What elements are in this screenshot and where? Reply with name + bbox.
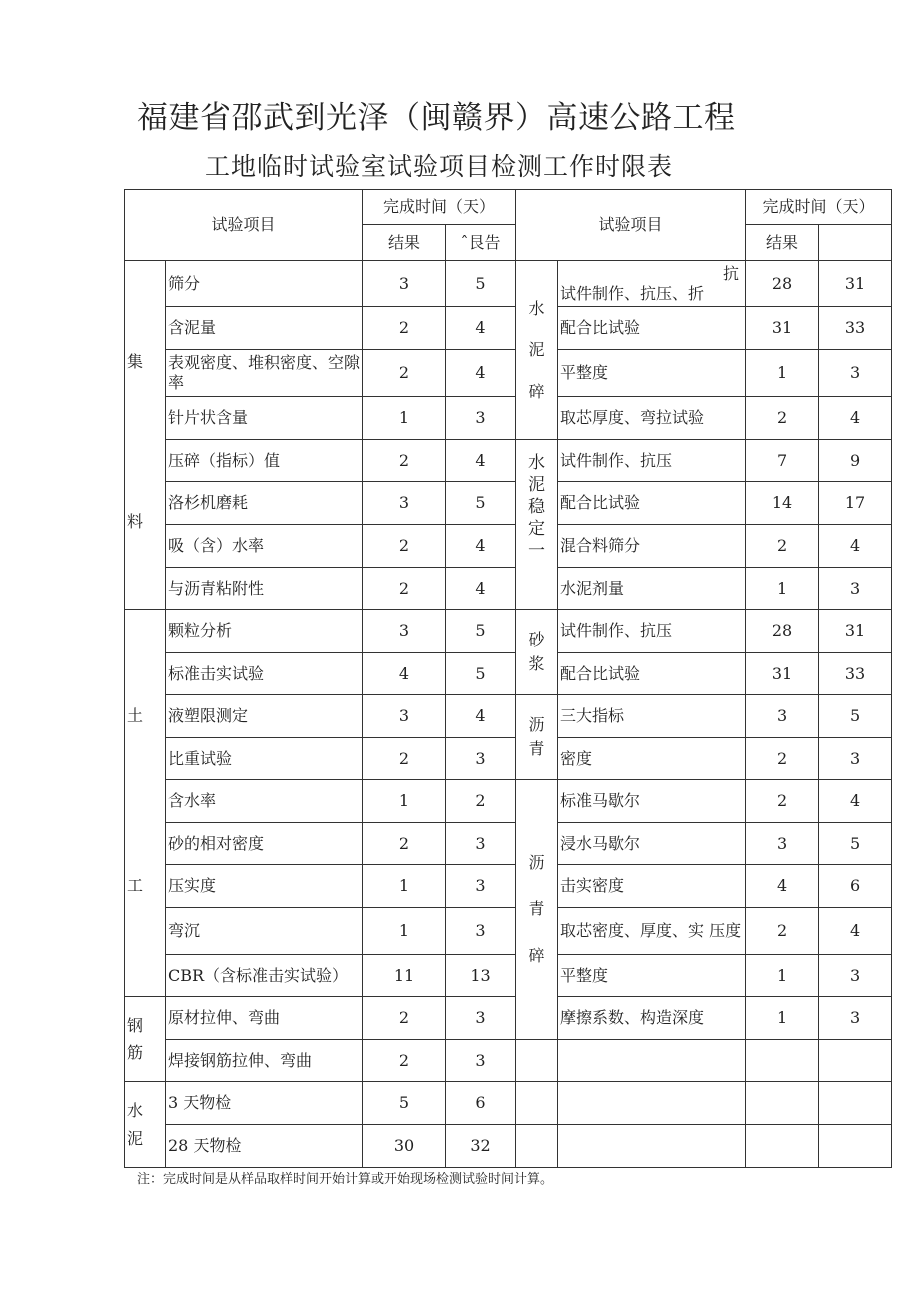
table-row-report: 3 — [446, 823, 516, 865]
table-row-result: 3 — [746, 823, 819, 865]
header-time-left: 完成时间（天） — [363, 190, 516, 225]
table-row-item: 砂的相对密度 — [166, 823, 363, 865]
table-row-report: 2 — [446, 780, 516, 823]
table-row-item: 含水率 — [166, 780, 363, 823]
category-aggregate — [125, 261, 166, 610]
table-row-result: 30 — [363, 1125, 446, 1168]
table-row-item: CBR（含标准击实试验） — [166, 955, 363, 997]
table-row-item: 击实密度 — [558, 865, 746, 908]
table-row-item: 筛分 — [166, 261, 363, 307]
table-row-result: 3 — [363, 610, 446, 653]
category-cement-label: 水泥 — [127, 1101, 144, 1148]
category-mortar — [516, 610, 558, 695]
table-row-result: 1 — [746, 568, 819, 610]
category-aggregate-top: 集 — [127, 352, 144, 371]
category-soil-top: 土 — [127, 706, 144, 725]
table-row-result: 1 — [363, 865, 446, 908]
header-report-left: ˆ艮告 — [446, 225, 516, 261]
table-row-item: 28 天物检 — [166, 1125, 363, 1168]
table-row-result: 2 — [746, 780, 819, 823]
table-row-report: 5 — [446, 610, 516, 653]
table-row-result: 3 — [363, 261, 446, 307]
table-row-result: 28 — [746, 261, 819, 307]
table-row-report: 3 — [819, 997, 892, 1040]
category-asphalt-concrete — [516, 780, 558, 1040]
table-row-report: 5 — [446, 482, 516, 525]
table-row-result: 31 — [746, 653, 819, 695]
table-row-report: 3 — [446, 397, 516, 440]
table-row-item: 取芯密度、厚度、实 压度 — [558, 908, 746, 955]
table-row-item: 压实度 — [166, 865, 363, 908]
table-row-item: 比重试验 — [166, 738, 363, 780]
empty-cell — [819, 1040, 892, 1082]
table-row-item: 标准击实试验 — [166, 653, 363, 695]
table-row-item: 摩擦系数、构造深度 — [558, 997, 746, 1040]
table-row-item: 弯沉 — [166, 908, 363, 955]
empty-cell — [558, 1040, 746, 1082]
table-row-item: 平整度 — [558, 955, 746, 997]
table-row-report: 9 — [819, 440, 892, 482]
empty-cell — [746, 1082, 819, 1125]
table-row-item: 颗粒分析 — [166, 610, 363, 653]
document-title: 福建省邵武到光泽（闽赣界）高速公路工程 — [137, 100, 736, 136]
table-row-result: 11 — [363, 955, 446, 997]
table-row-result: 1 — [363, 780, 446, 823]
table-row-report: 5 — [819, 823, 892, 865]
table-row-item: 配合比试验 — [558, 482, 746, 525]
category-asphalt — [516, 695, 558, 780]
table-row-item-prefix: 抗 — [723, 263, 740, 283]
table-row-report: 5 — [446, 261, 516, 307]
empty-cell — [516, 1082, 558, 1125]
table-row-result: 4 — [363, 653, 446, 695]
table-row-item: 针片状含量 — [166, 397, 363, 440]
table-row-report: 3 — [446, 997, 516, 1040]
table-row-result: 1 — [363, 908, 446, 955]
empty-cell — [819, 1125, 892, 1168]
table-row-report: 3 — [819, 955, 892, 997]
table-row-item: 三大指标 — [558, 695, 746, 738]
table-row-report: 3 — [446, 1040, 516, 1082]
table-row-report: 4 — [446, 525, 516, 568]
header-result-right: 结果 — [746, 225, 819, 261]
table-row-report: 32 — [446, 1125, 516, 1168]
table-row-item: 压碎（指标）值 — [166, 440, 363, 482]
table-row-item: 液塑限测定 — [166, 695, 363, 738]
table-row-result: 1 — [746, 955, 819, 997]
table-row-item: 洛杉机磨耗 — [166, 482, 363, 525]
document-subtitle: 工地临时试验室试验项目检测工作时限表 — [205, 152, 674, 181]
table-row-item — [558, 261, 746, 307]
table-row-result: 2 — [363, 738, 446, 780]
empty-cell — [516, 1125, 558, 1168]
table-row-report: 3 — [446, 865, 516, 908]
table-row-result: 2 — [363, 440, 446, 482]
table-row-report: 3 — [446, 738, 516, 780]
table-row-report: 6 — [819, 865, 892, 908]
table-row-report: 13 — [446, 955, 516, 997]
empty-cell — [558, 1082, 746, 1125]
category-asphalt-concrete-label: 沥青碎 — [528, 852, 545, 965]
table-row-item: 试件制作、抗压 — [558, 440, 746, 482]
header-item-left: 试验项目 — [125, 190, 363, 261]
table-row-report: 3 — [819, 350, 892, 397]
table-row-result: 2 — [746, 908, 819, 955]
table-row-report: 5 — [819, 695, 892, 738]
table-row-result: 2 — [363, 568, 446, 610]
table-row-item: 表观密度、堆积密度、空隙率 — [166, 350, 363, 397]
table-row-item: 取芯厚度、弯拉试验 — [558, 397, 746, 440]
table-row-result: 2 — [746, 525, 819, 568]
table-row-item-text: 试件制作、抗压、折 — [560, 283, 705, 303]
table-row-item: 原材拉伸、弯曲 — [166, 997, 363, 1040]
table-row-item: 水泥剂量 — [558, 568, 746, 610]
table-row-item: 平整度 — [558, 350, 746, 397]
table-row-result: 2 — [363, 1040, 446, 1082]
table-row-item: 浸水马歇尔 — [558, 823, 746, 865]
category-asphalt-label: 沥青 — [528, 715, 545, 758]
footnote: 注：完成时间是从样品取样时间开始计算或开始现场检测试验时间计算。 — [137, 1172, 554, 1187]
table-row-item: 焊接钢筋拉伸、弯曲 — [166, 1040, 363, 1082]
empty-cell — [516, 1040, 558, 1082]
table-row-report: 4 — [819, 908, 892, 955]
table-row-report: 4 — [819, 525, 892, 568]
table-row-result: 2 — [363, 997, 446, 1040]
table-row-report: 3 — [446, 908, 516, 955]
header-item-right: 试验项目 — [516, 190, 746, 261]
table-row-item: 与沥青粘附性 — [166, 568, 363, 610]
table-row-result: 7 — [746, 440, 819, 482]
table-row-result: 2 — [363, 525, 446, 568]
table-row-result: 5 — [363, 1082, 446, 1125]
table-row-report: 5 — [446, 653, 516, 695]
empty-cell — [819, 1082, 892, 1125]
category-cement-stabilized — [516, 440, 558, 610]
table-row-report: 4 — [446, 350, 516, 397]
table-row-item: 试件制作、抗压 — [558, 610, 746, 653]
table-row-result: 1 — [363, 397, 446, 440]
table-row-result: 2 — [746, 738, 819, 780]
category-cement-concrete — [516, 261, 558, 440]
table-row-report: 17 — [819, 482, 892, 525]
table-row-item: 配合比试验 — [558, 307, 746, 350]
table-row-report: 3 — [819, 738, 892, 780]
table-row-result: 2 — [363, 350, 446, 397]
table-row-result: 1 — [746, 350, 819, 397]
category-cement-stabilized-label: 水泥稳定一 — [528, 453, 546, 562]
category-mortar-label: 砂浆 — [528, 630, 545, 673]
category-soil-bottom: 工 — [127, 876, 144, 895]
table-row-report: 4 — [446, 440, 516, 482]
category-rebar — [125, 997, 166, 1082]
table-row-result: 2 — [363, 823, 446, 865]
table-row-result: 3 — [363, 482, 446, 525]
table-row-report: 4 — [446, 695, 516, 738]
category-cement — [125, 1082, 166, 1168]
table-row-report: 6 — [446, 1082, 516, 1125]
table-row-result: 2 — [363, 307, 446, 350]
table-row-report: 33 — [819, 307, 892, 350]
time-limit-table — [124, 189, 892, 1168]
header-report-right — [819, 225, 892, 261]
table-row-result: 1 — [746, 997, 819, 1040]
empty-cell — [558, 1125, 746, 1168]
empty-cell — [746, 1125, 819, 1168]
table-row-report: 4 — [446, 568, 516, 610]
category-aggregate-bottom: 料 — [127, 512, 144, 531]
table-row-report: 3 — [819, 568, 892, 610]
table-row-report: 4 — [819, 397, 892, 440]
table-row-result: 3 — [363, 695, 446, 738]
category-cement-concrete-label: 水泥碎 — [528, 298, 545, 401]
table-row-result: 28 — [746, 610, 819, 653]
header-result-left: 结果 — [363, 225, 446, 261]
table-row-result: 31 — [746, 307, 819, 350]
table-row-report: 4 — [446, 307, 516, 350]
table-row-report: 31 — [819, 261, 892, 307]
table-row-report: 4 — [819, 780, 892, 823]
table-row-item: 配合比试验 — [558, 653, 746, 695]
table-row-item: 混合料筛分 — [558, 525, 746, 568]
table-row-result: 4 — [746, 865, 819, 908]
table-row-item: 标准马歇尔 — [558, 780, 746, 823]
table-row-report: 31 — [819, 610, 892, 653]
table-row-result: 2 — [746, 397, 819, 440]
empty-cell — [746, 1040, 819, 1082]
table-row-item: 含泥量 — [166, 307, 363, 350]
table-row-result: 3 — [746, 695, 819, 738]
table-row-item: 吸（含）水率 — [166, 525, 363, 568]
category-rebar-label: 钢筋 — [127, 1015, 144, 1062]
table-row-result: 14 — [746, 482, 819, 525]
header-time-right: 完成时间（天） — [746, 190, 892, 225]
table-row-item: 3 天物检 — [166, 1082, 363, 1125]
table-row-item: 密度 — [558, 738, 746, 780]
category-soil — [125, 610, 166, 997]
table-row-report: 33 — [819, 653, 892, 695]
